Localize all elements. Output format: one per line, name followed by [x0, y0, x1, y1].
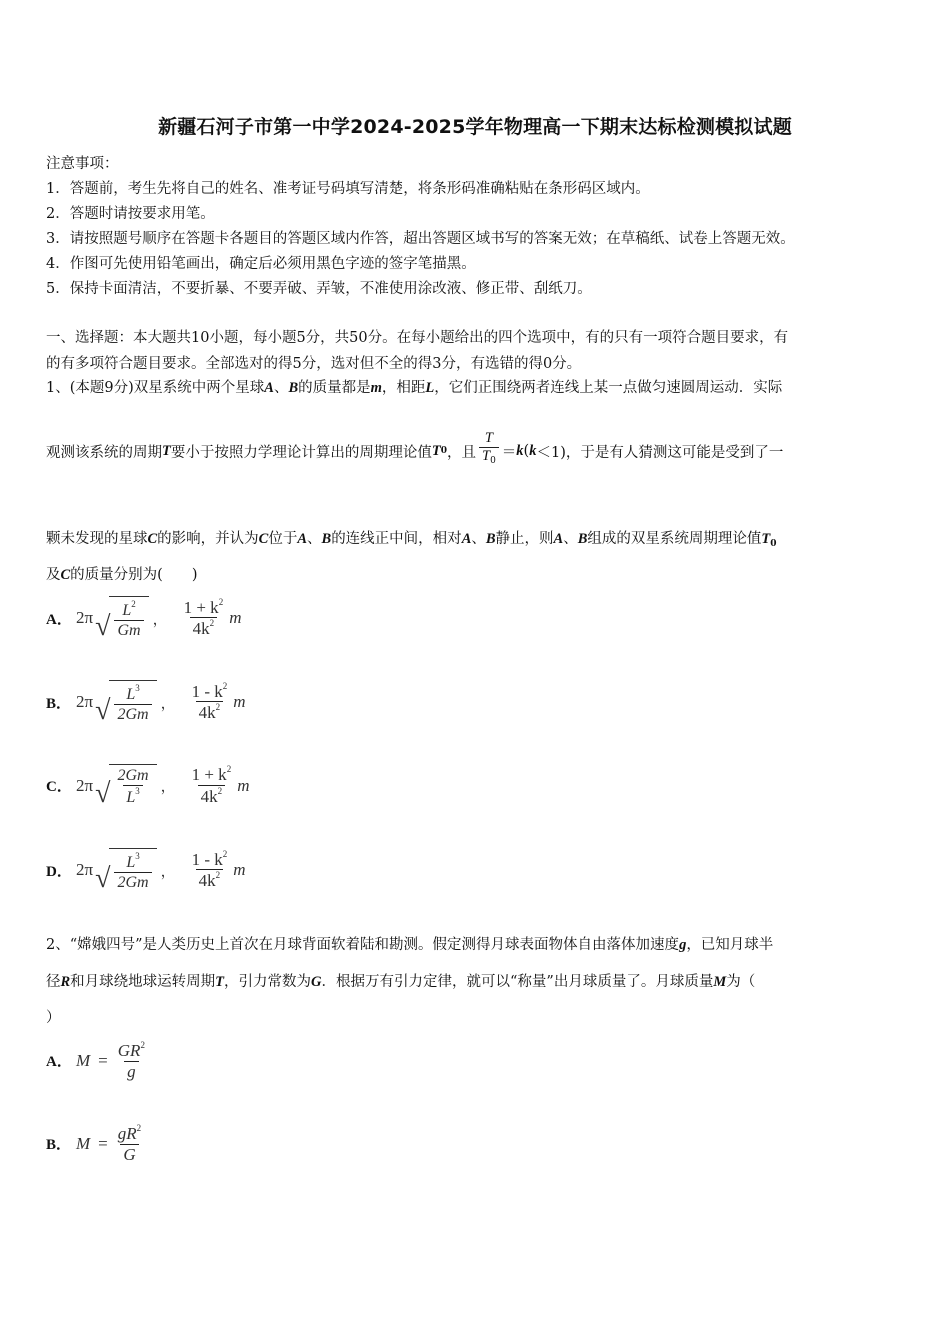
q2-option-a[interactable]	[46, 1040, 151, 1082]
option-label: D．	[46, 863, 72, 880]
option-label: A．	[46, 1054, 72, 1071]
q1-line-4: 及C的质量分别为( )	[46, 567, 198, 583]
option-formula: 2π √ $\frac{2Gm}{L^3}$ ， $\frac{1 + k^2}{4k^2}$ m	[76, 764, 250, 809]
q1-option-c[interactable]	[46, 764, 249, 808]
q2-line-1: 2、“嫦娥四号”是人类历史上首次在月球背面软着陆和勘测。假定测得月球表面物体自由落体加速度g，已知月球半	[46, 937, 774, 953]
q2-option-b[interactable]	[46, 1123, 147, 1165]
notice-item-2: 2．答题时请按要求用笔。	[46, 206, 215, 222]
option-formula: 2π √ $\frac{L^3}{2Gm}$ ， $\frac{1 - k^2}{4k^2}$ m	[76, 848, 246, 894]
option-formula: 2π √ $\frac{L^2}{Gm}$ ， $\frac{1 + k^2}{4k^2}$ m	[76, 596, 242, 642]
q1-option-d[interactable]	[46, 848, 246, 893]
notice-item-1: 1．答题前，考生先将自己的姓名、准考证号码填写清楚，将条形码准确粘贴在条形码区域内。	[46, 181, 650, 197]
q1-line-2: 观测该系统的周期 T 要小于按照力学理论计算出的周期理论值 T 0 ，且 $\frac{T}{T_0}$ ＝ k ( k ＜1)，于是有人猜测这可能是受到了一	[46, 430, 784, 466]
q1-option-a[interactable]	[46, 596, 241, 641]
section-instructions-line-2: 的有多项符合题目要求。全部选对的得5分，选对但不全的得3分，有选错的得0分。	[46, 356, 582, 372]
q1-line-3: 颗未发现的星球C的影响，并认为C位于A、B的连线正中间，相对A、B静止，则A、B组成的双星系统周期理论值$T_0$	[46, 531, 777, 549]
q1-option-b[interactable]	[46, 680, 246, 725]
section-instructions-line-1: 一、选择题：本大题共10小题，每小题5分，共50分。在每小题给出的四个选项中，有的只有一项符合题目要求，有	[46, 330, 789, 346]
page-title: 新疆石河子市第一中学2024-2025学年物理高一下期末达标检测模拟试题	[158, 116, 792, 138]
q1-line-1: 1、(本题9分)双星系统中两个星球A、B的质量都是m，相距L，它们正围绕两者连线上某一点做匀速圆周运动．实际	[46, 380, 783, 396]
q2-line-3: ）	[46, 1010, 61, 1026]
option-formula: M = $\frac{GR^2}{g}$	[76, 1040, 145, 1081]
notice-item-5: 5．保持卡面清洁，不要折暴、不要弄破、弄皱，不准使用涂改液、修正带、刮纸刀。	[46, 281, 592, 297]
notice-item-4: 4．作图可先使用铅笔画出，确定后必须用黑色字迹的签字笔描黑。	[46, 256, 476, 272]
option-label: A．	[46, 611, 72, 628]
option-label: C．	[46, 779, 72, 796]
q2-line-2: 径R和月球绕地球运转周期T，引力常数为G．根据万有引力定律，就可以“称量”出月球质量了。月球质量M为（	[46, 974, 756, 990]
notice-item-3: 3．请按照题号顺序在答题卡各题目的答题区域内作答，超出答题区域书写的答案无效；在草稿纸、试卷上答题无效。	[46, 231, 795, 247]
option-label: B．	[46, 1137, 72, 1154]
option-formula: 2π √ $\frac{L^3}{2Gm}$ ， $\frac{1 - k^2}{4k^2}$ m	[76, 680, 246, 726]
option-label: B．	[46, 695, 72, 712]
notice-heading: 注意事项：	[46, 156, 119, 172]
option-formula: M = $\frac{gR^2}{G}$	[76, 1123, 142, 1164]
ratio-fraction: $\frac{T}{T_0}$	[479, 430, 499, 466]
